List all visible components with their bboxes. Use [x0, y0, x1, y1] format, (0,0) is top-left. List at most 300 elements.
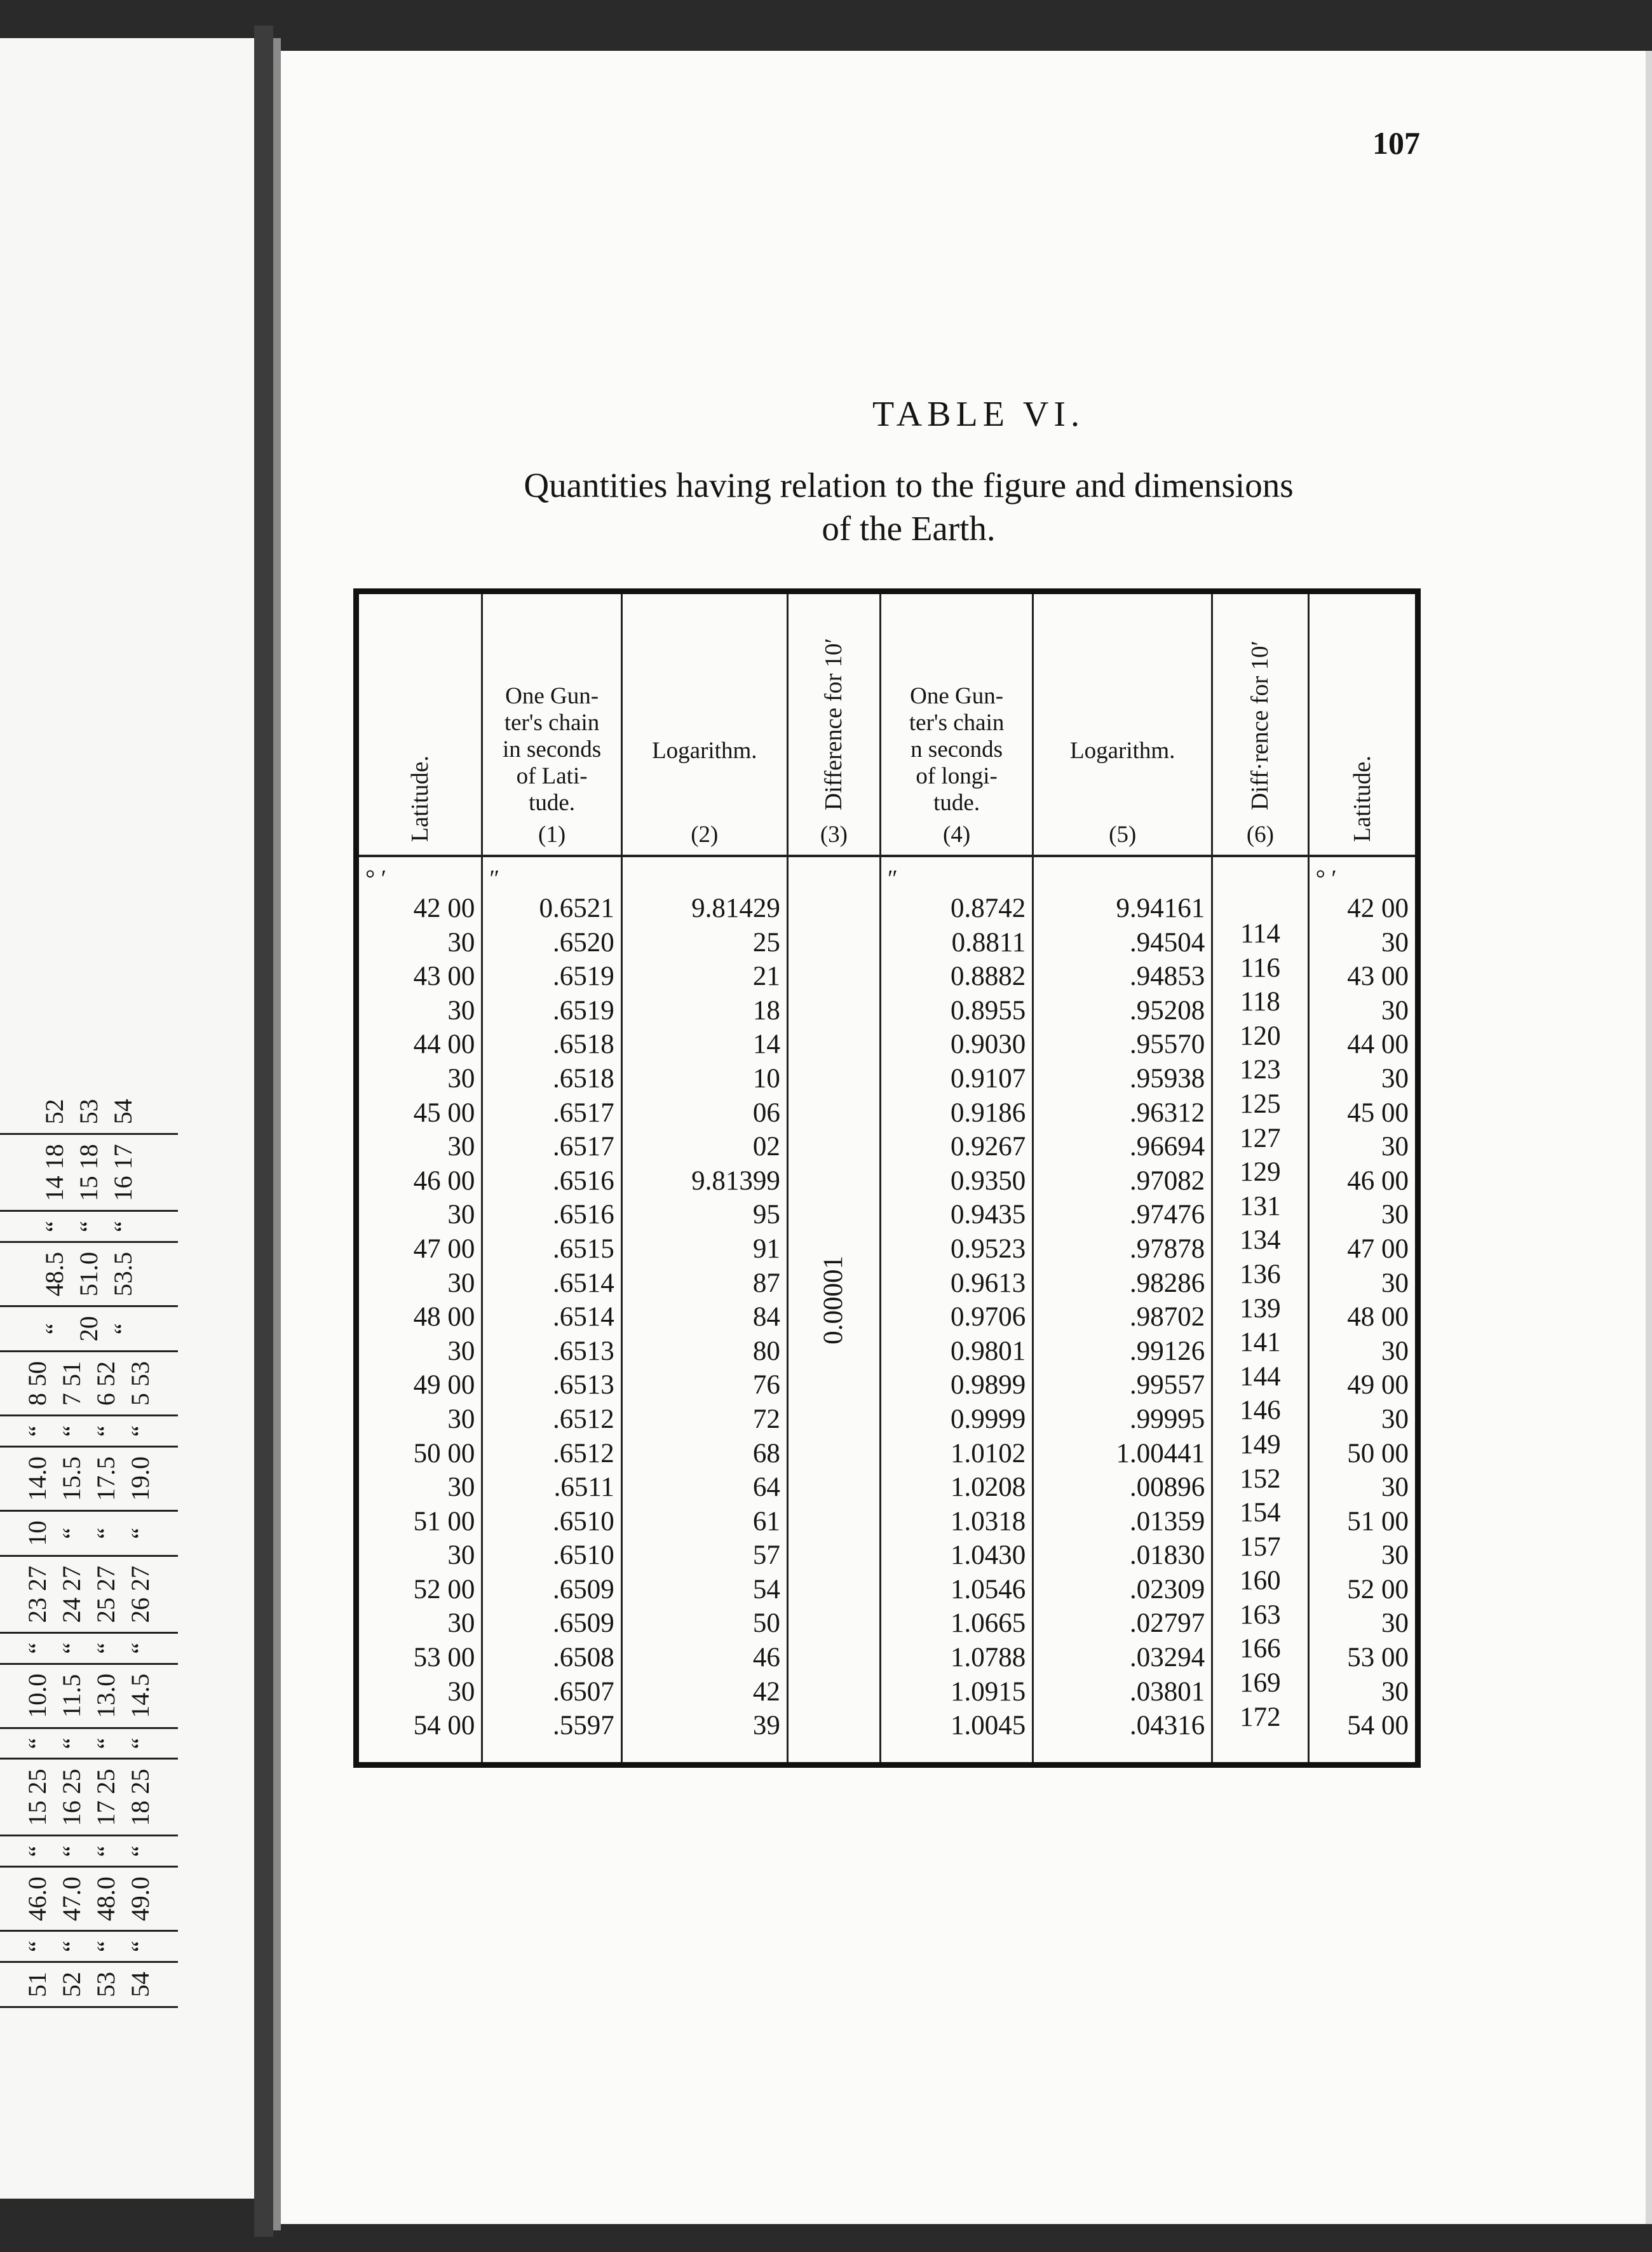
table-cell: 54 [752, 1574, 780, 1604]
difference-value: 0.00001 [818, 1256, 849, 1345]
table-cell: 1.0788 [950, 1643, 1026, 1673]
header-col1 [482, 592, 621, 857]
header-col6-label: Diff·rence for 10′ [1247, 640, 1274, 810]
table-cell: 30 [447, 1472, 475, 1503]
facing-page-cell: “ [91, 1941, 120, 1952]
facing-page-cell: “ [91, 1737, 120, 1749]
facing-page-rotated-table [0, 38, 241, 2008]
header-line: tude. [529, 790, 576, 816]
table-cell: 46 [752, 1643, 780, 1673]
facing-page-cell: “ [57, 1642, 86, 1654]
table-cell: 0.8742 [950, 893, 1026, 923]
table-cell: 46 00 [1347, 1165, 1409, 1196]
table-cell: .6510 [552, 1506, 614, 1536]
latitude-unit: ° ′ [365, 865, 387, 892]
table-cell: 30 [1381, 995, 1409, 1026]
table-cell: .6517 [552, 1097, 614, 1128]
facing-page-cell: “ [57, 1845, 86, 1857]
facing-page [0, 38, 254, 2199]
table-cell: 30 [447, 1608, 475, 1639]
facing-page-cell: “ [126, 1941, 154, 1952]
table-cell: .97878 [1129, 1233, 1205, 1264]
table-cell: 136 [1240, 1259, 1281, 1289]
facing-page-cell: “ [74, 1221, 103, 1233]
header-line: ter's chain [909, 710, 1005, 736]
table-cell: 44 00 [1347, 1029, 1409, 1060]
header-row [356, 592, 1418, 857]
table-cell: .6520 [552, 927, 614, 958]
header-col6 [1212, 592, 1308, 857]
header-col4-number: (4) [943, 822, 971, 848]
table-cell: 169 [1240, 1668, 1281, 1699]
facing-page-cell: 51 [23, 1972, 51, 1997]
facing-page-column [0, 1556, 178, 1632]
table-cell: 1.00441 [1116, 1438, 1205, 1469]
table-cell: .97082 [1129, 1165, 1205, 1196]
table-cell: 114 [1240, 919, 1280, 949]
table-cell: 18 [752, 995, 780, 1026]
facing-page-column [0, 1836, 178, 1867]
facing-page-cell: 15.5 [57, 1456, 86, 1501]
table-cell: 30 [1381, 927, 1409, 958]
facing-page-cell: 47.0 [57, 1876, 86, 1922]
caption-line-1: Quantities having relation to the figure and dimensions [524, 466, 1294, 505]
facing-page-cell: 13.0 [91, 1673, 120, 1718]
table-cell: 9.81399 [691, 1165, 780, 1196]
table-cell: 30 [447, 1676, 475, 1707]
table-cell: 0.6521 [539, 893, 614, 923]
table-cell: 95 [752, 1200, 780, 1230]
table-cell: 160 [1240, 1566, 1281, 1596]
table-cell: 120 [1240, 1021, 1281, 1051]
latitude-right-unit: ° ′ [1315, 865, 1337, 892]
facing-page-cell: 52 [40, 1099, 69, 1125]
facing-page-cell: “ [91, 1642, 120, 1654]
header-col2 [621, 592, 787, 857]
table-cell: 84 [752, 1302, 780, 1333]
table-cell: 0.8811 [951, 927, 1026, 958]
facing-page-cell: 5 53 [126, 1361, 154, 1406]
facing-page-cell: “ [57, 1528, 86, 1539]
table-cell: 39 [752, 1711, 780, 1741]
facing-page-cell: “ [40, 1221, 69, 1233]
table-cell: 116 [1240, 953, 1280, 983]
facing-page-cell: 53 [91, 1972, 120, 1997]
facing-page-cell: 20 [74, 1316, 103, 1342]
table-cell: 47 00 [1347, 1233, 1409, 1264]
header-col1-number: (1) [538, 822, 566, 848]
facing-page-cell: 15 25 [23, 1768, 51, 1826]
logarithm-longitude-column [1033, 856, 1212, 1765]
facing-page-cell: “ [126, 1737, 154, 1749]
table-cell: 54 00 [413, 1711, 475, 1741]
table-cell: 0.9350 [950, 1165, 1026, 1196]
table-cell: 0.9801 [950, 1336, 1026, 1366]
facing-page-cell: 11.5 [57, 1674, 86, 1718]
table-cell: 10 [752, 1063, 780, 1094]
table-cell: 1.0318 [950, 1506, 1026, 1536]
table-cell: .99557 [1129, 1370, 1205, 1401]
difference-column [787, 856, 880, 1765]
table-cell: 21 [752, 961, 780, 992]
table-cell: 02 [752, 1132, 780, 1162]
table-cell: 0.8882 [950, 961, 1026, 992]
table-cell: 42 [752, 1676, 780, 1707]
difference-longitude-column [1212, 856, 1308, 1765]
table-cell: 51 00 [413, 1506, 475, 1536]
facing-page-column [0, 1664, 178, 1728]
table-cell: .6511 [553, 1472, 614, 1503]
facing-page-cell: “ [23, 1425, 51, 1437]
header-col3-number: (3) [820, 822, 848, 848]
facing-page-column [0, 1632, 178, 1664]
table-cell: 0.9030 [950, 1029, 1026, 1060]
table-cell: 30 [1381, 1608, 1409, 1639]
header-latitude-right [1308, 592, 1418, 857]
table-cell: 43 00 [1347, 961, 1409, 992]
table-cell: 157 [1240, 1531, 1281, 1562]
table-cell: 1.0102 [950, 1438, 1026, 1469]
header-col2-number: (2) [691, 822, 719, 848]
table-cell: 72 [752, 1404, 780, 1434]
table-cell: 1.0665 [950, 1608, 1026, 1639]
table-cell: 144 [1240, 1361, 1281, 1392]
table-cell: 1.0430 [950, 1540, 1026, 1571]
earth-dimensions-table [353, 588, 1421, 1768]
table-cell: 87 [752, 1268, 780, 1298]
table-cell: 30 [447, 1200, 475, 1230]
table-cell: .6512 [552, 1404, 614, 1434]
table-cell: .95938 [1129, 1063, 1205, 1094]
table-cell: 149 [1240, 1429, 1281, 1460]
table-cell: 0.9613 [950, 1268, 1026, 1298]
facing-page-cell: 48.5 [40, 1252, 69, 1297]
table-cell: 0.8955 [950, 995, 1026, 1026]
table-cell: .6514 [552, 1302, 614, 1333]
table-cell: .6512 [552, 1438, 614, 1469]
col1-unit: ″ [489, 865, 500, 892]
table-cell: 1.0045 [950, 1711, 1026, 1741]
table-cell: 06 [752, 1097, 780, 1128]
table-cell: 30 [1381, 1200, 1409, 1230]
table-cell: 30 [447, 1063, 475, 1094]
table-cell: 9.81429 [691, 893, 780, 923]
facing-page-cell: “ [126, 1528, 154, 1539]
caption-line-2: of the Earth. [822, 509, 996, 548]
facing-page-column [0, 1867, 178, 1931]
table-cell: 1.0546 [950, 1574, 1026, 1604]
facing-page-cell: “ [126, 1425, 154, 1437]
table-cell: 53 00 [413, 1643, 475, 1673]
facing-page-cell: 16 17 [109, 1144, 137, 1202]
table-cell: .6517 [552, 1132, 614, 1162]
table-cell: .95570 [1129, 1029, 1205, 1060]
table-cell: 0.9186 [950, 1097, 1026, 1128]
facing-page-cell: “ [91, 1425, 120, 1437]
table-cell: 0.9107 [950, 1063, 1026, 1094]
col5-unit-spacer [1040, 866, 1205, 892]
table-cell: .6513 [552, 1336, 614, 1366]
table-cell: 57 [752, 1540, 780, 1571]
table-cell: 76 [752, 1370, 780, 1401]
table-cell: .98702 [1129, 1302, 1205, 1333]
facing-page-cell: 15 18 [74, 1144, 103, 1202]
facing-page-column [0, 1416, 178, 1447]
table-cell: 0.9523 [950, 1233, 1026, 1264]
header-line: tude. [933, 790, 980, 816]
header-col5-label: Logarithm. [1070, 738, 1175, 764]
facing-page-cell: “ [57, 1737, 86, 1749]
col6-offset-spacer [1219, 892, 1301, 917]
facing-page-column [0, 1306, 178, 1352]
table-cell: 0.9435 [950, 1200, 1026, 1230]
table-cell: 127 [1240, 1123, 1281, 1153]
facing-page-cell: 46.0 [23, 1876, 51, 1922]
facing-page-column [0, 1352, 178, 1416]
header-line: ter's chain [504, 710, 600, 736]
table-cell: 30 [447, 1268, 475, 1298]
facing-page-cell: 53 [74, 1099, 103, 1125]
header-line: of longi- [916, 763, 998, 789]
facing-page-cell: 7 51 [57, 1361, 86, 1406]
table-title: TABLE VI. [872, 395, 1085, 434]
table-cell: 50 00 [413, 1438, 475, 1469]
table-cell: 30 [1381, 1472, 1409, 1503]
table-cell: .6508 [552, 1643, 614, 1673]
facing-page-cell: “ [109, 1323, 137, 1335]
table-cell: 125 [1240, 1089, 1281, 1119]
table-cell: 30 [447, 1404, 475, 1434]
table-cell: .6510 [552, 1540, 614, 1571]
table-cell: 1.0208 [950, 1472, 1026, 1503]
table-cell: 141 [1240, 1327, 1281, 1358]
facing-page-table [0, 1090, 178, 2008]
table-cell: 48 00 [413, 1302, 475, 1333]
facing-page-cell: 14.5 [126, 1673, 154, 1718]
table-cell: 44 00 [413, 1029, 475, 1060]
table-cell: 52 00 [413, 1574, 475, 1604]
facing-page-cell: 8 50 [23, 1361, 51, 1406]
table-cell: .6516 [552, 1165, 614, 1196]
facing-page-cell: 24 27 [57, 1565, 86, 1623]
table-cell: .5597 [552, 1711, 614, 1741]
facing-page-column [0, 1211, 178, 1242]
table-cell: .96694 [1129, 1132, 1205, 1162]
data-row [356, 856, 1418, 1765]
table-cell: 118 [1240, 987, 1280, 1017]
table-cell: .6514 [552, 1268, 614, 1298]
table-cell: 91 [752, 1233, 780, 1264]
table-cell: 0.9999 [950, 1404, 1026, 1434]
table-cell: .02309 [1129, 1574, 1205, 1604]
header-line: in seconds [502, 736, 602, 763]
facing-page-cell: “ [57, 1941, 86, 1952]
table-cell: .6516 [552, 1200, 614, 1230]
chain-seconds-longitude-column [881, 856, 1033, 1765]
facing-page-cell: “ [40, 1323, 69, 1335]
logarithm-latitude-column [621, 856, 787, 1765]
table-cell: .6507 [552, 1676, 614, 1707]
table-cell: 43 00 [413, 961, 475, 992]
table-cell: 166 [1240, 1634, 1281, 1664]
facing-page-cell: “ [91, 1845, 120, 1857]
table-cell: 30 [447, 1540, 475, 1571]
facing-page-cell: “ [91, 1528, 120, 1539]
table-cell: .03801 [1129, 1676, 1205, 1707]
table-cell: .95208 [1129, 995, 1205, 1026]
table-cell: 139 [1240, 1293, 1281, 1324]
header-col3 [787, 592, 880, 857]
header-line: of Lati- [516, 763, 588, 789]
table-cell: 52 00 [1347, 1574, 1409, 1604]
table-cell: 53 00 [1347, 1643, 1409, 1673]
facing-page-cell: 14.0 [23, 1456, 51, 1501]
facing-page-cell: “ [23, 1941, 51, 1952]
facing-page-cell: 16 25 [57, 1768, 86, 1826]
table-cell: 152 [1240, 1463, 1281, 1494]
table-cell: 1.0915 [950, 1676, 1026, 1707]
facing-page-cell: 49.0 [126, 1876, 154, 1922]
table-cell: 46 00 [413, 1165, 475, 1196]
table-cell: 30 [1381, 1404, 1409, 1434]
table-cell: 123 [1240, 1055, 1281, 1085]
col6-unit-spacer [1219, 866, 1301, 892]
table-cell: 42 00 [1347, 893, 1409, 923]
facing-page-cell: “ [57, 1425, 86, 1437]
page-number: 107 [1372, 125, 1420, 161]
table-cell: 50 00 [1347, 1438, 1409, 1469]
table-cell: 51 00 [1347, 1506, 1409, 1536]
table-cell: 49 00 [1347, 1370, 1409, 1401]
facing-page-cell: 10.0 [23, 1673, 51, 1718]
facing-page-cell: 18 25 [126, 1768, 154, 1826]
table-cell: 14 [752, 1029, 780, 1060]
book-gutter-shadow [273, 38, 281, 2230]
table-cell: 30 [447, 995, 475, 1026]
table-cell: 49 00 [413, 1370, 475, 1401]
header-col2-label: Logarithm. [652, 738, 757, 764]
table-cell: .6519 [552, 995, 614, 1026]
facing-page-cell: 17 25 [91, 1768, 120, 1826]
facing-page-cell: 23 27 [23, 1565, 51, 1623]
table-cell: 25 [752, 927, 780, 958]
table-cell: .97476 [1129, 1200, 1205, 1230]
table-cell: .96312 [1129, 1097, 1205, 1128]
facing-page-cell: 54 [126, 1972, 154, 1997]
header-latitude-label: Latitude. [407, 755, 434, 842]
table-cell: 64 [752, 1472, 780, 1503]
table-cell: 30 [447, 1132, 475, 1162]
facing-page-cell: “ [23, 1642, 51, 1654]
header-col4 [881, 592, 1033, 857]
header-latitude-right-label: Latitude. [1348, 755, 1376, 842]
header-line: One Gun- [910, 683, 1004, 709]
facing-page-column [0, 1134, 178, 1211]
table-cell: .02797 [1129, 1608, 1205, 1639]
facing-page-cell: 52 [57, 1972, 86, 1997]
col4-unit: ″ [888, 865, 898, 892]
facing-page-column [0, 1759, 178, 1836]
book-gutter [254, 25, 273, 2237]
facing-page-cell: “ [23, 1845, 51, 1857]
table-cell: .03294 [1129, 1643, 1205, 1673]
table-cell: 50 [752, 1608, 780, 1639]
table-cell: 30 [447, 927, 475, 958]
table-cell: 30 [1381, 1676, 1409, 1707]
table-cell: 129 [1240, 1157, 1281, 1188]
facing-page-column [0, 1446, 178, 1510]
facing-page-cell: 25 27 [91, 1565, 120, 1623]
table-cell: 30 [447, 1336, 475, 1366]
table-cell: .01830 [1129, 1540, 1205, 1571]
facing-page-cell: 53.5 [109, 1252, 137, 1297]
table-cell: 0.9706 [950, 1302, 1026, 1333]
table-cell: 146 [1240, 1395, 1281, 1426]
table-cell: 30 [1381, 1063, 1409, 1094]
header-line: n seconds [911, 736, 1003, 763]
facing-page-cell: 48.0 [91, 1876, 120, 1922]
table-cell: 30 [1381, 1540, 1409, 1571]
facing-page-cell: 17.5 [91, 1456, 120, 1501]
table-cell: .6509 [552, 1574, 614, 1604]
header-col6-number: (6) [1246, 822, 1274, 848]
table-cell: 47 00 [413, 1233, 475, 1264]
table-cell: .00896 [1129, 1472, 1205, 1503]
table-cell: 30 [1381, 1268, 1409, 1298]
table-cell: 30 [1381, 1132, 1409, 1162]
table-cell: 48 00 [1347, 1302, 1409, 1333]
facing-page-cell: 51.0 [74, 1252, 103, 1297]
table-cell: 172 [1240, 1702, 1281, 1732]
facing-page-cell: 54 [109, 1099, 137, 1125]
facing-page-cell: “ [109, 1221, 137, 1233]
header-col1-label [487, 683, 616, 817]
table-cell: .01359 [1129, 1506, 1205, 1536]
chain-seconds-latitude-column [482, 856, 621, 1765]
table-cell: .99126 [1129, 1336, 1205, 1366]
header-col4-label [885, 683, 1028, 817]
table-cell: .6518 [552, 1063, 614, 1094]
table-cell: .04316 [1129, 1711, 1205, 1741]
latitude-right-column [1308, 856, 1418, 1765]
facing-page-column [0, 1090, 178, 1134]
table-cell: .94853 [1129, 961, 1205, 992]
table-caption [394, 464, 1423, 550]
header-col3-label: Difference for 10′ [820, 637, 848, 810]
table-cell: 30 [1381, 1336, 1409, 1366]
latitude-column [356, 856, 482, 1765]
table-cell: 45 00 [413, 1097, 475, 1128]
table-cell: .6519 [552, 961, 614, 992]
header-col5 [1033, 592, 1212, 857]
header-col5-number: (5) [1109, 822, 1137, 848]
facing-page-cell: “ [126, 1642, 154, 1654]
facing-page-column [0, 1728, 178, 1759]
facing-page-column [0, 1510, 178, 1556]
table-cell: 9.94161 [1116, 893, 1205, 923]
table-cell: 0.9267 [950, 1132, 1026, 1162]
table-cell: .6513 [552, 1370, 614, 1401]
table-cell: .98286 [1129, 1268, 1205, 1298]
page-edge [1646, 51, 1652, 2224]
header-line: One Gun- [505, 683, 599, 709]
facing-page-column [0, 1242, 178, 1306]
table-cell: .6518 [552, 1029, 614, 1060]
facing-page-column [0, 1962, 178, 2007]
facing-page-cell: 6 52 [91, 1361, 120, 1406]
facing-page-column [0, 1931, 178, 1962]
facing-page-cell: 14 18 [40, 1144, 69, 1202]
